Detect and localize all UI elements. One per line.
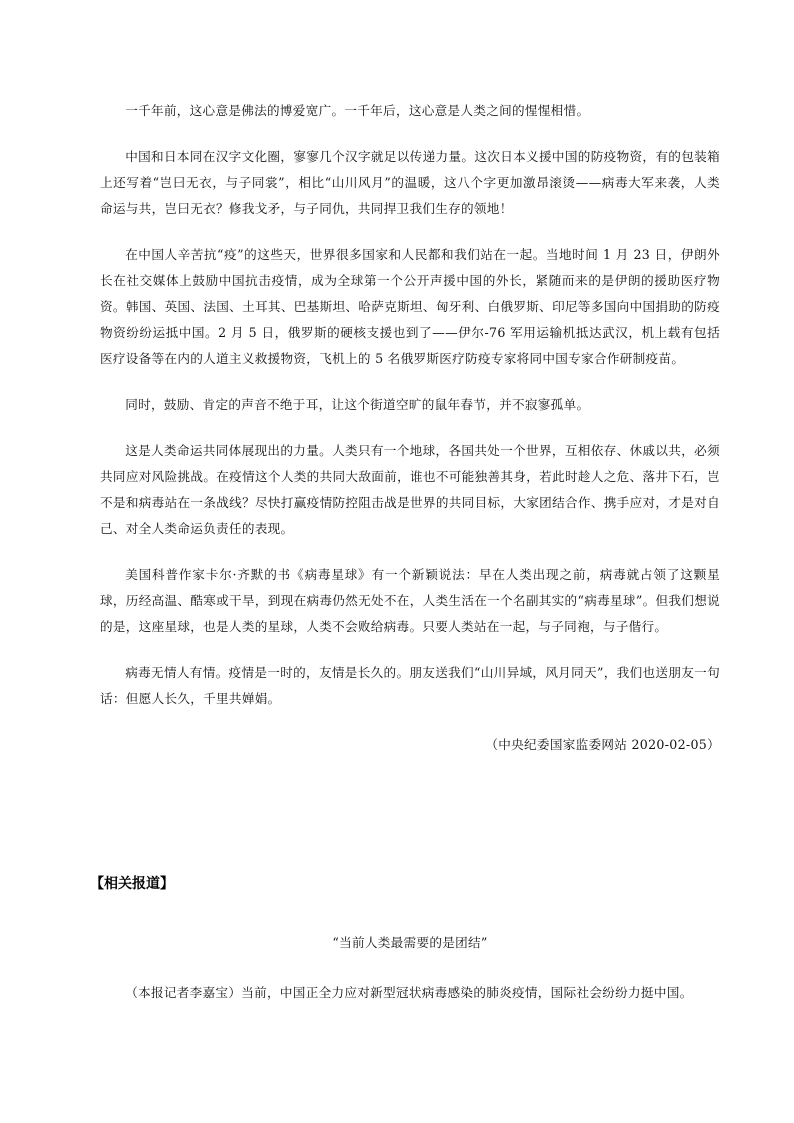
article-paragraph-1: 一千年前，这心意是佛法的博爱宽广。一千年后，这心意是人类之间的惺惺相惜。 xyxy=(125,103,590,118)
article-source: （中央纪委国家监委网站 2020-02-05） xyxy=(485,737,720,752)
article-body xyxy=(100,98,720,758)
article-paragraph-5: 这是人类命运共同体展现出的力量。人类只有一个地球，各国共处一个世界，互相依存、休戚以共，必须共同应对风险挑战。在疫情这个人类的共同大敌面前，谁也不可能独善其身，若此时趁人之危、落井下石，岂不是和病毒站在一条战线？尽快打赢疫情防控阻击战是世界的共同目标，大家团结合作、携手应对，才是对自己、对全人类命运负责任的表现。 xyxy=(100,443,720,536)
article-paragraph-7: 病毒无情人有情。疫情是一时的，友情是长久的。朋友送我们“山川异域，风月同天”，我们也送朋友一句话：但愿人长久，千里共婵娟。 xyxy=(100,665,720,706)
article-paragraph-3: 在中国人辛苦抗“疫”的这些天，世界很多国家和人民都和我们站在一起。当地时间 1 月 23 日，伊朗外长在社交媒体上鼓励中国抗击疫情，成为全球第一个公开声援中国的外长，紧随而来的是伊朗的援助医疗物资。韩国、英国、法国、土耳其、巴基斯坦、哈萨克斯坦、匈牙利、白俄罗斯、印尼等多国向中国捐助的防疫物资纷纷运抵中国。2 月 5 日，俄罗斯的硬核支援也到了——伊尔-76 军用运输机抵达武汉，机上载有包括医疗设备等在内的人道主义救援物资，飞机上的 5 名俄罗斯医疗防疫专家将同中国专家合作研制疫苗。 xyxy=(100,247,720,366)
related-report-paragraph: （本报记者李嘉宝）当前，中国正全力应对新型冠状病毒感染的肺炎疫情，国际社会纷纷力挺中国。 xyxy=(125,985,693,1000)
article-paragraph-6: 美国科普作家卡尔·齐默的书《病毒星球》有一个新颖说法：早在人类出现之前，病毒就占领了这颗星球，历经高温、酷寒或干旱，到现在病毒仍然无处不在，人类生活在一个名副其实的“病毒星球”。但我们想说的是，这座星球，也是人类的星球，人类不会败给病毒。只要人类站在一起，与子同袍，与子偕行。 xyxy=(100,567,720,634)
related-report-title: “当前人类最需要的是团结” xyxy=(332,935,488,950)
article-paragraph-4: 同时，鼓励、肯定的声音不绝于耳，让这个街道空旷的鼠年春节，并不寂寥孤单。 xyxy=(125,397,590,412)
article-paragraph-2: 中国和日本同在汉字文化圈，寥寥几个汉字就足以传递力量。这次日本义援中国的防疫物资，有的包装箱上还写着“岂曰无衣，与子同裳”，相比“山川风月”的温暖，这八个字更加激昂滚烫——病毒大军来袭，人类命运与共，岂曰无衣？修我戈矛，与子同仇，共同捍卫我们生存的领地！ xyxy=(100,149,720,216)
related-reports-heading: 【相关报道】 xyxy=(90,876,174,892)
